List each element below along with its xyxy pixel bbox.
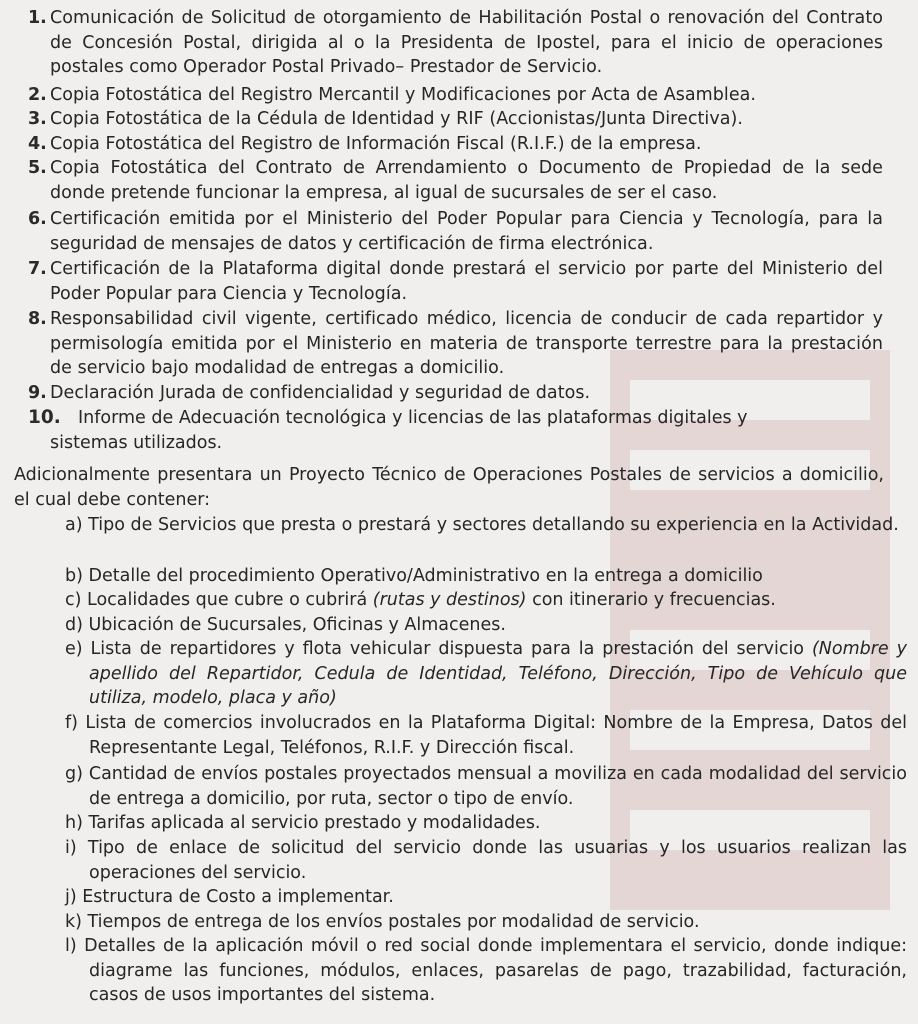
item-number: 5. [28,158,47,178]
item-number: 7. [28,259,47,279]
project-item-c [65,588,907,613]
requirement-item: Certificación emitida por el Ministerio del Poder Popular para Ciencia y Tecnología, para la seguridad de mensajes de datos y certificación de firma electrónica. [50,209,883,254]
project-item-c-italic: (rutas y destinos) [372,590,527,610]
requirement-item: Copia Fotostática del Registro de Información Fiscal (R.I.F.) de la empresa. [50,134,702,154]
project-item-j: j) Estructura de Costo a implementar. [65,887,394,907]
project-item-e [65,637,907,711]
item-number: 1. [28,8,47,28]
project-item-f: f) Lista de comercios involucrados en la Plataforma Digital: Nombre de la Empresa, Datos del Representante Legal, Teléfonos, R.I.F. y Dirección fiscal. [65,713,907,758]
project-item-a: a) Tipo de Servicios que presta o prestará y sectores detallando su experiencia en la Actividad. [65,515,899,535]
requirement-item: Copia Fotostática de la Cédula de Identidad y RIF (Accionistas/Junta Directiva). [50,109,744,129]
requirement-item: Certificación de la Plataforma digital donde prestará el servicio por parte del Ministerio del Poder Popular para Ciencia y Tecnología. [50,259,883,304]
requirement-item: Responsabilidad civil vigente, certificado médico, licencia de conducir de cada repartidor y permisología emitida por el Ministerio en materia de transporte terrestre para la prestación de servicio bajo modalidad de entregas a domicilio. [50,309,883,378]
requirement-item: Copia Fotostática del Contrato de Arrendamiento o Documento de Propiedad de la sede donde pretende funcionar la empresa, al igual de sucursales de ser el caso. [50,158,883,203]
project-item-c-text-end: con itinerario y frecuencias. [526,590,776,610]
project-item-k: k) Tiempos de entrega de los envíos postales por modalidad de servicio. [65,912,700,932]
item-number: 10. [28,407,61,428]
requirement-item: Copia Fotostática del Registro Mercantil y Modificaciones por Acta de Asamblea. [50,85,757,105]
item-number: 9. [28,383,47,403]
item-number: 3. [28,109,47,129]
requirement-item-continued: sistemas utilizados. [50,433,223,453]
project-item-c-text: c) Localidades que cubre o cubrirá [65,590,373,610]
project-item-l: l) Detalles de la aplicación móvil o red social donde implementara el servicio, donde indique: diagrame las funciones, módulos, enlaces, pasarelas de pago, trazabilidad, facturación, casos de usos importantes del sistema. [65,936,907,1005]
intro-paragraph: Adicionalmente presentara un Proyecto Técnico de Operaciones Postales de servicios a domicilio, el cual debe contener: [14,465,884,510]
project-item-g: g) Cantidad de envíos postales proyectados mensual a moviliza en cada modalidad del servicio de entrega a domicilio, por ruta, sector o tipo de envío. [65,764,907,809]
item-number: 4. [28,134,47,154]
requirement-item: Declaración Jurada de confidencialidad y seguridad de datos. [50,383,591,403]
project-item-i: i) Tipo de enlace de solicitud del servicio donde las usuarias y los usuarios realizan las operaciones del servicio. [65,838,907,883]
project-item-b: b) Detalle del procedimiento Operativo/Administrativo en la entrega a domicilio [65,566,763,586]
project-item-d: d) Ubicación de Sucursales, Oficinas y Almacenes. [65,615,506,635]
project-item-e-italic: (Nombre y apellido del Repartidor, Cedula de Identidad, Teléfono, Dirección, Tipo de Vehículo que utiliza, modelo, placa y año) [89,639,907,708]
item-number: 2. [28,85,47,105]
requirement-item: Informe de Adecuación tecnológica y licencias de las plataformas digitales y [78,408,748,428]
project-item-e-text: e) Lista de repartidores y flota vehicular dispuesta para la prestación del servicio [65,639,805,659]
item-number: 8. [28,309,47,329]
requirement-item: Comunicación de Solicitud de otorgamiento de Habilitación Postal o renovación del Contrato de Concesión Postal, dirigida al o la Presidenta de Ipostel, para el inicio de operaciones postales como Operador Postal Privado– Prestador de Servicio. [50,8,883,77]
project-item-h: h) Tarifas aplicada al servicio prestado y modalidades. [65,813,541,833]
item-number: 6. [28,209,47,229]
